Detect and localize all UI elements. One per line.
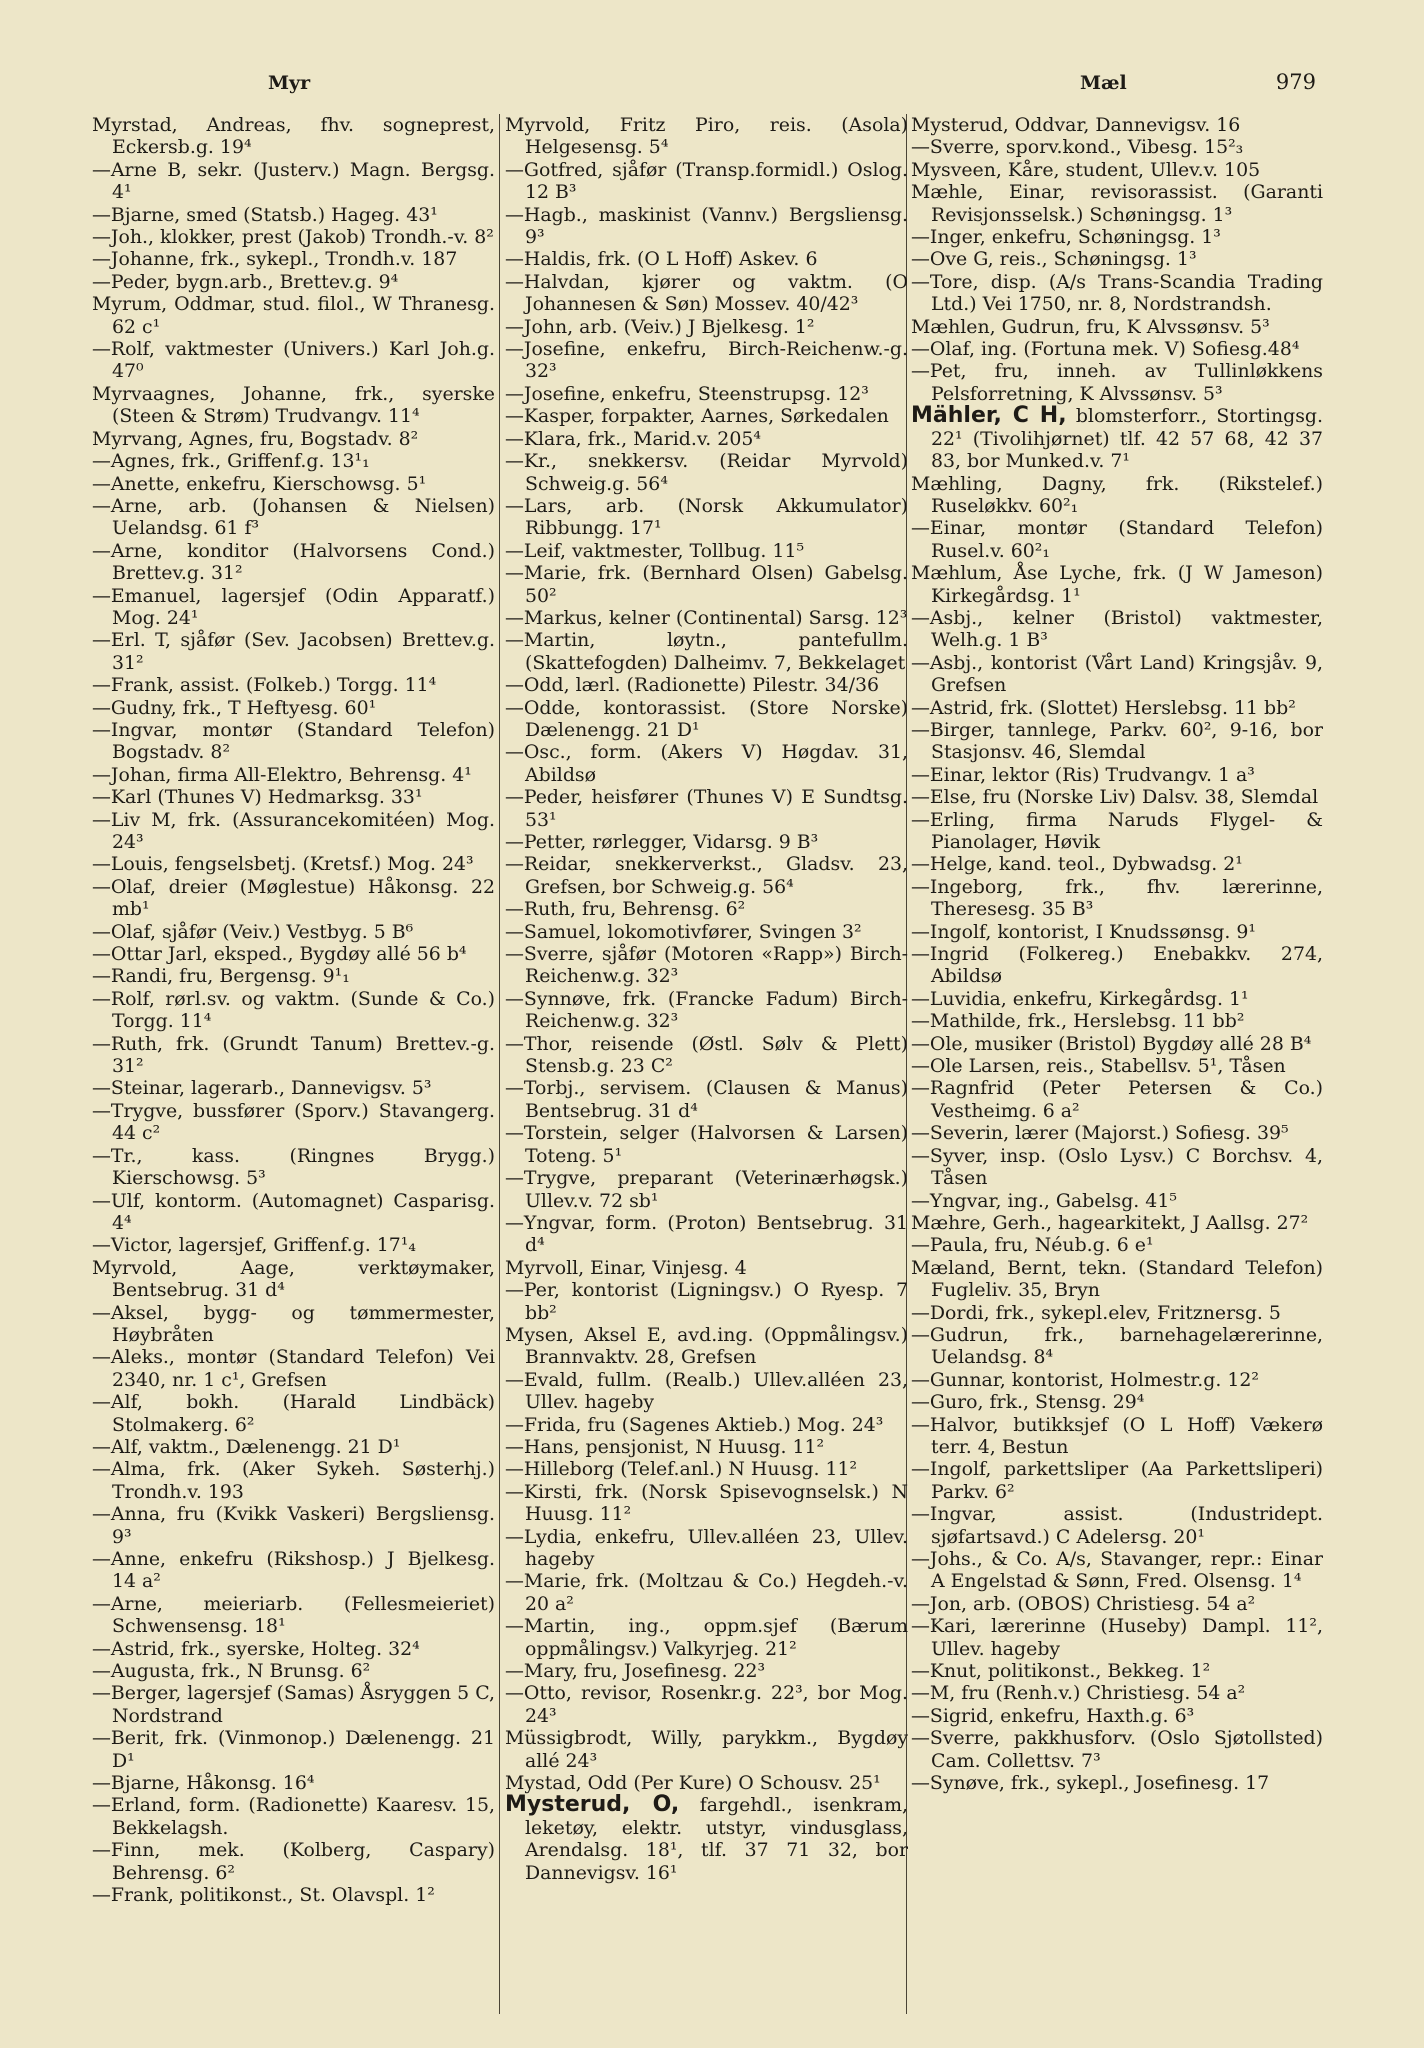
directory-entry: —Bjarne, smed (Statsb.) Hageg. 43¹ (92, 203, 438, 226)
directory-entry: —Alf, bokh. (Harald Lindbäck) Stolmakerg. 6² (92, 1391, 495, 1436)
directory-entry: —Synnøve, frk. (Francke Fadum) Birch-Reichenw.g. 32³ (505, 987, 908, 1033)
directory-entry: —Gudrun, frk., barnehagelærerinne, Uelandsg. 8⁴ (911, 1323, 1323, 1369)
directory-entry: —Arne B, sekr. (Justerv.) Magn. Bergsg. 4¹ (92, 158, 495, 204)
directory-entry: —Marie, frk. (Bernhard Olsen) Gabelsg. 50² (505, 562, 908, 607)
directory-entry: —Johanne, frk., sykepl., Trondh.v. 187 (92, 248, 458, 271)
directory-entry: —Louis, fengselsbetj. (Kretsf.) Mog. 24³ (92, 853, 474, 876)
directory-entry: —Alf, vaktm., Dælenengg. 21 D¹ (92, 1435, 401, 1458)
directory-entry: —Martin, ing., oppm.sjef (Bærum oppmålingsv.) Valkyrjeg. 21² (505, 1615, 908, 1660)
directory-entry: —Otto, revisor, Rosenkr.g. 22³, bor Mog. 24³ (505, 1682, 908, 1727)
directory-entry: —Tore, disp. (A/s Trans-Scandia Trading Ltd.) Vei 1750, nr. 8, Nordstrandsh. (911, 270, 1323, 316)
directory-entry: —Ole, musiker (Bristol) Bygdøy allé 28 B⁴ (911, 1032, 1312, 1055)
directory-entry: —Olaf, dreier (Møglestue) Håkonsg. 22 mb¹ (92, 875, 495, 921)
directory-entry: Myrvold, Aage, verktøymaker, Bentsebrug. 31 d⁴ (92, 1256, 495, 1302)
directory-entry: Mystad, Odd (Per Kure) O Schousv. 25¹ (505, 1772, 881, 1795)
directory-entry: —Ruth, fru, Behrensg. 6² (505, 898, 746, 921)
directory-entry: —Luvidia, enkefru, Kirkegårdsg. 1¹ (911, 987, 1249, 1010)
directory-entry: —Ruth, frk. (Grundt Tanum) Brettev.-g. 31² (92, 1032, 495, 1078)
directory-entry: —Osc., form. (Akers V) Høgdav. 31, Abildsø (505, 741, 908, 786)
directory-entry: —Erling, firma Naruds Flygel- & Pianolager, Høvik (911, 808, 1323, 853)
directory-entry: —Ottar Jarl, eksped., Bygdøy allé 56 b⁴ (92, 943, 467, 966)
directory-entry: —Odd, lærl. (Radionette) Pilestr. 34/36 (505, 674, 879, 697)
directory-entry: —Sverre, sjåfør (Motoren «Rapp») Birch-Reichenw.g. 32³ (505, 943, 908, 988)
directory-entry: Myrstad, Andreas, fhv. sogneprest, Eckersb.g. 19⁴ (92, 114, 495, 159)
directory-entry: —Liv M, frk. (Assurancekomitéen) Mog. 24³ (92, 808, 495, 853)
directory-entry: —Per, kontorist (Ligningsv.) O Ryesp. 7 bb² (505, 1279, 908, 1324)
directory-entry: —Tr., kass. (Ringnes Brygg.) Kierschowsg. 5³ (92, 1144, 495, 1190)
header-left: Myr (268, 72, 311, 94)
directory-entry: —Ingeborg, frk., fhv. lærerinne, Theresesg. 35 B³ (911, 875, 1323, 921)
directory-entry: —Steinar, lagerarb., Dannevigsv. 5³ (92, 1077, 432, 1100)
directory-entry: —Arne, konditor (Halvorsens Cond.) Brettev.g. 31² (92, 539, 495, 585)
directory-entry: —Rolf, rørl.sv. og vaktm. (Sunde & Co.) Torgg. 11⁴ (92, 987, 495, 1033)
directory-entry: —Lars, arb. (Norsk Akkumulator) Ribbungg. 17¹ (505, 494, 908, 540)
directory-entry: —Syver, insp. (Oslo Lysv.) C Borchsv. 4, Tåsen (911, 1144, 1323, 1190)
directory-entry: —Berger, lagersjef (Samas) Åsryggen 5 C, Nordstrand (92, 1682, 495, 1727)
directory-entry: —Josefine, enkefru, Birch-Reichenw.-g. 32³ (505, 338, 908, 383)
directory-entry: —Samuel, lokomotivfører, Svingen 3² (505, 920, 862, 943)
directory-entry: —Klara, frk., Marid.v. 205⁴ (505, 427, 761, 450)
directory-entry: —Asbj., kelner (Bristol) vaktmester, Welh.g. 1 B³ (911, 606, 1323, 652)
directory-entry: —Synøve, frk., sykepl., Josefinesg. 17 (911, 1772, 1270, 1795)
directory-entry: —Peder, heisfører (Thunes V) E Sundtsg. 53¹ (505, 786, 908, 831)
directory-entry: Müssigbrodt, Willy, parykkm., Bygdøy allé 24³ (505, 1727, 908, 1772)
directory-entry: —Finn, mek. (Kolberg, Caspary) Behrensg. 6² (92, 1839, 495, 1884)
directory-entry: —Anne, enkefru (Rikshosp.) J Bjelkesg. 14 a² (92, 1548, 495, 1593)
directory-entry: —Trygve, bussfører (Sporv.) Stavangerg. 44 c² (92, 1099, 495, 1145)
directory-entry-mahler (911, 405, 1323, 472)
directory-entry: —Arne, arb. (Johansen & Nielsen) Uelandsg. 61 f³ (92, 494, 495, 540)
column-3 (911, 114, 1323, 2044)
directory-entry: —Emanuel, lagersjef (Odin Apparatf.) Mog. 24¹ (92, 584, 495, 629)
directory-entry: —Odde, kontorassist. (Store Norske) Dælenengg. 21 D¹ (505, 696, 908, 741)
header-right: Mæl (1080, 72, 1127, 94)
directory-entry: —Einar, lektor (Ris) Trudvangv. 1 a³ (911, 763, 1255, 786)
directory-entry: —Else, fru (Norske Liv) Dalsv. 38, Slemdal (911, 786, 1319, 809)
directory-entry: —Astrid, frk. (Slottet) Herslebsg. 11 bb² (911, 696, 1296, 719)
page-number: 979 (1275, 70, 1316, 94)
directory-entry: —Kr., snekkersv. (Reidar Myrvold) Schweig.g. 56⁴ (505, 450, 908, 495)
directory-entry: Mæland, Bernt, tekn. (Standard Telefon) Fugleliv. 35, Bryn (911, 1256, 1323, 1302)
directory-entry: —Guro, frk., Stensg. 29⁴ (911, 1391, 1145, 1414)
directory-entry: —Torbj., servisem. (Clausen & Manus) Bentsebrug. 31 d⁴ (505, 1077, 908, 1122)
directory-entry: —Hans, pensjonist, N Huusg. 11² (505, 1435, 825, 1458)
directory-entry: —Augusta, frk., N Brunsg. 6² (92, 1660, 371, 1683)
directory-entry: —Einar, montør (Standard Telefon) Rusel.v. 60²₁ (911, 517, 1323, 562)
directory-entry: —Paula, fru, Néub.g. 6 e¹ (911, 1234, 1154, 1257)
directory-entry: —Yngvar, form. (Proton) Bentsebrug. 31 d⁴ (505, 1211, 908, 1257)
directory-entry: —Ingrid (Folkereg.) Enebakkv. 274, Abildsø (911, 943, 1323, 988)
directory-entry: —Olaf, sjåfør (Veiv.) Vestbyg. 5 B⁶ (92, 920, 414, 943)
directory-entry: —Severin, lærer (Majorst.) Sofiesg. 39⁵ (911, 1122, 1289, 1145)
directory-entry: —Haldis, frk. (O L Hoff) Askev. 6 (505, 248, 818, 271)
directory-entry: —Sverre, sporv.kond., Vibesg. 15²₃ (911, 136, 1244, 159)
directory-entry: —Mary, fru, Josefinesg. 22³ (505, 1660, 766, 1683)
directory-entry: —John, arb. (Veiv.) J Bjelkesg. 1² (505, 315, 815, 338)
directory-entry: Myrum, Oddmar, stud. filol., W Thranesg. 62 c¹ (92, 293, 495, 338)
directory-entry-mysterud (505, 1794, 908, 1884)
directory-entry: —Frank, politikonst., St. Olavspl. 1² (92, 1884, 435, 1907)
directory-entry: —Gotfred, sjåfør (Transp.formidl.) Oslog. 12 B³ (505, 158, 908, 204)
directory-entry: Mæhre, Gerh., hagearkitekt, J Aallsg. 27² (911, 1211, 1309, 1234)
directory-entry: —Johan, firma All-Elektro, Behrensg. 4¹ (92, 763, 472, 786)
directory-entry: —Lydia, enkefru, Ullev.alléen 23, Ullev. hageby (505, 1525, 908, 1570)
directory-entry: —Randi, fru, Bergensg. 9¹₁ (92, 965, 350, 988)
directory-entry: —Ingvar, montør (Standard Telefon) Bogstadv. 8² (92, 718, 495, 764)
directory-entry: —Gunnar, kontorist, Holmestr.g. 12² (911, 1368, 1259, 1391)
directory-entry: —Arne, meieriarb. (Fellesmeieriet) Schwensensg. 18¹ (92, 1592, 495, 1638)
directory-entry: —Thor, reisende (Østl. Sølv & Plett) Stensb.g. 23 C² (505, 1032, 908, 1078)
directory-entry: —Jon, arb. (OBOS) Christiesg. 54 a² (911, 1592, 1256, 1615)
directory-entry: —Evald, fullm. (Realb.) Ullev.alléen 23, Ullev. hageby (505, 1368, 908, 1414)
directory-entry: —Markus, kelner (Continental) Sarsg. 12³ (505, 606, 908, 629)
directory-entry: Myrvoll, Einar, Vinjesg. 4 (505, 1256, 747, 1279)
directory-entry: —Ole Larsen, reis., Stabellsv. 5¹, Tåsen (911, 1055, 1286, 1078)
directory-entry: —Helge, kand. teol., Dybwadsg. 2¹ (911, 853, 1243, 876)
directory-entry: —Knut, politikonst., Bekkeg. 1² (911, 1660, 1211, 1683)
directory-entry: —Frida, fru (Sagenes Aktieb.) Mog. 24³ (505, 1413, 884, 1436)
entry-text: blomsterforr., Stortingsg. 22¹ (Tivolihjørnet) tlf. 42 57 68, 42 37 83, bor Munked.v. 7¹ (931, 405, 1323, 473)
directory-entry: —Gudny, frk., T Heftyesg. 60¹ (92, 696, 377, 719)
directory-entry: —Bjarne, Håkonsg. 16⁴ (92, 1772, 315, 1795)
directory-entry: —Hilleborg (Telef.anl.) N Huusg. 11² (505, 1458, 858, 1481)
directory-entry: —Ingvar, assist. (Industridept. sjøfartsavd.) C Adelersg. 20¹ (911, 1503, 1323, 1548)
directory-entry: Mysveen, Kåre, student, Ullev.v. 105 (911, 158, 1261, 181)
directory-entry: —Pet, fru, inneh. av Tullinløkkens Pelsforretning, K Alvssønsv. 5³ (911, 360, 1323, 405)
directory-entry: —Erland, form. (Radionette) Kaaresv. 15, Bekkelagsh. (92, 1794, 495, 1839)
directory-entry: —Karl (Thunes V) Hedmarksg. 33¹ (92, 786, 423, 809)
directory-entry: Mæhling, Dagny, frk. (Rikstelef.) Ruseløkkv. 60²₁ (911, 472, 1323, 517)
directory-entry: —Alma, frk. (Aker Sykeh. Søsterhj.) Trondh.v. 193 (92, 1458, 495, 1503)
directory-entry: —Anette, enkefru, Kierschowsg. 5¹ (92, 472, 427, 495)
directory-entry: —Berit, frk. (Vinmonop.) Dælenengg. 21 D¹ (92, 1727, 495, 1772)
directory-entry: —Inger, enkefru, Schøningsg. 1³ (911, 226, 1221, 249)
entry-name-bold: Mysterud, O, (505, 1792, 680, 1818)
directory-entry: Mæhlum, Åse Lyche, frk. (J W Jameson) Kirkegårdsg. 1¹ (911, 562, 1323, 607)
directory-entry: —Josefine, enkefru, Steenstrupsg. 12³ (505, 382, 869, 405)
directory-entry: —Reidar, snekkerverkst., Gladsv. 23, Grefsen, bor Schweig.g. 56⁴ (505, 853, 908, 898)
directory-entry: —Ulf, kontorm. (Automagnet) Casparisg. 4⁴ (92, 1189, 495, 1234)
directory-entry: —Kirsti, frk. (Norsk Spisevognselsk.) N Huusg. 11² (505, 1480, 908, 1526)
directory-entry: —Asbj., kontorist (Vårt Land) Kringsjåv. 9, Grefsen (911, 651, 1323, 697)
directory-entry: —Halvor, butikksjef (O L Hoff) Vækerø terr. 4, Bestun (911, 1413, 1323, 1458)
directory-entry: —Olaf, ing. (Fortuna mek. V) Sofiesg.48⁴ (911, 338, 1300, 361)
directory-entry: —Aksel, bygg- og tømmermester, Høybråten (92, 1301, 495, 1346)
directory-entry: —Rolf, vaktmester (Univers.) Karl Joh.g. 47⁰ (92, 338, 495, 383)
directory-entry: —Sverre, pakkhusforv. (Oslo Sjøtollsted) Cam. Collettsv. 7³ (911, 1727, 1323, 1772)
directory-entry: —Marie, frk. (Moltzau & Co.) Hegdeh.-v. 20 a² (505, 1570, 908, 1615)
directory-entry: —Agnes, frk., Griffenf.g. 13¹₁ (92, 450, 370, 473)
directory-entry: —Halvdan, kjører og vaktm. (O Johannesen & Søn) Mossev. 40/42³ (505, 270, 908, 316)
directory-entry: —Ragnfrid (Peter Petersen & Co.) Vestheimg. 6 a² (911, 1077, 1323, 1122)
directory-entry: Mæhlen, Gudrun, fru, K Alvssønsv. 5³ (911, 315, 1270, 338)
directory-entry: —M, fru (Renh.v.) Christiesg. 54 a² (911, 1682, 1246, 1705)
directory-entry: —Mathilde, frk., Herslebsg. 11 bb² (911, 1010, 1245, 1033)
directory-entry: —Petter, rørlegger, Vidarsg. 9 B³ (505, 831, 819, 853)
directory-entry: —Torstein, selger (Halvorsen & Larsen) Toteng. 5¹ (505, 1122, 908, 1167)
directory-entry: —Birger, tannlege, Parkv. 60², 9-16, bor Stasjonsv. 46, Slemdal (911, 718, 1323, 764)
directory-entry: —Kasper, forpakter, Aarnes, Sørkedalen (505, 405, 889, 428)
column-divider (499, 114, 500, 2014)
column-2 (505, 114, 908, 2044)
directory-entry: —Aleks., montør (Standard Telefon) Vei 2340, nr. 1 c¹, Grefsen (92, 1346, 495, 1391)
directory-entry: —Kari, lærerinne (Huseby) Dampl. 11², Ullev. hageby (911, 1615, 1323, 1660)
directory-entry: Myrvang, Agnes, fru, Bogstadv. 8² (92, 427, 419, 450)
directory-entry: —Victor, lagersjef, Griffenf.g. 17¹₄ (92, 1234, 416, 1257)
directory-entry: —Ingolf, kontorist, I Knudssønsg. 9¹ (911, 920, 1256, 943)
directory-entry: —Yngvar, ing., Gabelsg. 41⁵ (911, 1189, 1177, 1212)
directory-entry: —Joh., klokker, prest (Jakob) Trondh.-v. 8² (92, 226, 494, 249)
directory-entry: —Frank, assist. (Folkeb.) Torgg. 11⁴ (92, 674, 437, 697)
directory-entry: —Ove G, reis., Schøningsg. 1³ (911, 248, 1197, 271)
directory-entry: —Astrid, frk., syerske, Holteg. 32⁴ (92, 1637, 420, 1660)
directory-entry: —Hagb., maskinist (Vannv.) Bergsliensg. 9³ (505, 203, 908, 249)
directory-entry: —Anna, fru (Kvikk Vaskeri) Bergsliensg. 9³ (92, 1503, 495, 1548)
directory-entry: —Leif, vaktmester, Tollbug. 11⁵ (505, 539, 805, 562)
entry-text: fargehdl., isenkram, leketøy, elektr. utstyr, vindusglass, Arendalsg. 18¹, tlf. 37 71 32, bor Dannevigsv. 16¹ (525, 1794, 908, 1884)
column-1 (92, 114, 495, 2044)
directory-entry: —Martin, løytn., pantefullm. (Skattefogden) Dalheimv. 7, Bekkelaget (505, 629, 908, 674)
directory-entry: —Trygve, preparant (Veterinærhøgsk.) Ullev.v. 72 sb¹ (505, 1167, 908, 1212)
directory-entry: Myrvaagnes, Johanne, frk., syerske (Steen & Strøm) Trudvangv. 11⁴ (92, 382, 495, 428)
directory-entry: —Ingolf, parkettsliper (Aa Parkettsliperi) Parkv. 6² (911, 1458, 1323, 1503)
directory-entry: —Johs., & Co. A/s, Stavanger, repr.: Einar A Engelstad & Sønn, Fred. Olsensg. 1⁴ (911, 1548, 1323, 1593)
directory-entry: Mysterud, Oddvar, Dannevigsv. 16 (911, 114, 1241, 136)
directory-entry: —Erl. T, sjåfør (Sev. Jacobsen) Brettev.g. 31² (92, 629, 495, 674)
directory-entry: —Sigrid, enkefru, Haxth.g. 6³ (911, 1704, 1195, 1727)
entry-name-bold: Mähler, C H, (911, 403, 1067, 429)
directory-entry: —Peder, bygn.arb., Brettev.g. 9⁴ (92, 270, 399, 293)
directory-entry: —Dordi, frk., sykepl.elev, Fritznersg. 5 (911, 1301, 1281, 1324)
directory-entry: Myrvold, Fritz Piro, reis. (Asola) Helgesensg. 5⁴ (505, 114, 908, 159)
directory-entry: Mæhle, Einar, revisorassist. (Garanti Revisjonsselsk.) Schøningsg. 1³ (911, 181, 1323, 226)
directory-entry: Mysen, Aksel E, avd.ing. (Oppmålingsv.) Brannvaktv. 28, Grefsen (505, 1323, 908, 1369)
